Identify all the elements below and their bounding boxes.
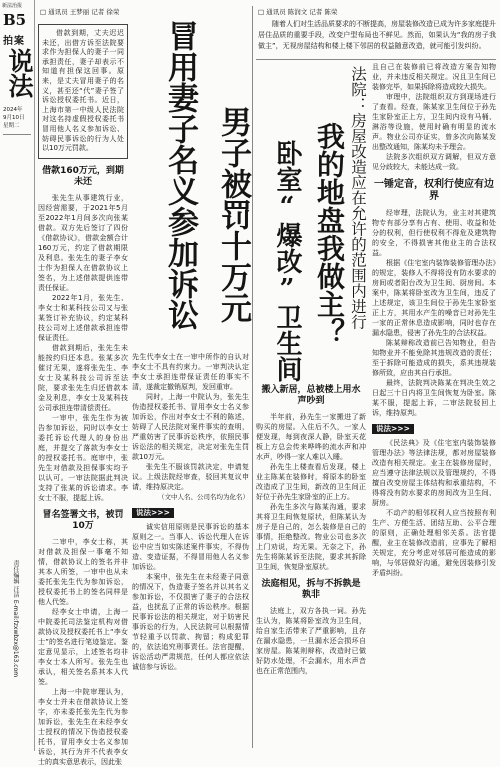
right-article-byline: □ 通讯员 陈润文 记者 陈荣 <box>258 8 338 16</box>
left-commentary-paragraph: 本案中，张先生在未经妻子同意的情况下，伪造妻子签名并以其名义参加诉讼，不仅损害了妻子的合法权益，也扰乱了正常的诉讼秩序。根据民事诉讼法的相关规定，对于妨害民事诉讼的行为，人民法院可以根据情节轻重予以罚款、拘留；构成犯罪的，依法追究刑事责任。法官提醒，诉讼活动严肃规范，任何人都应依法诚信参与诉讼。 <box>132 573 249 671</box>
right-paragraph: 法庭上，双方各执一词。孙先生认为，陈某将卧室改为卫生间，给自家生活带来了严重影响，且存在漏水隐患，一旦漏水还会损坏自家房屋。陈某则辩称，改造时已做好防水处理，不会漏水，用水声音也在正常范围内， <box>256 607 366 675</box>
right-commentary-label: 说法>>> <box>372 424 414 434</box>
right-section2-title: 法庭相见，拆与不拆孰是孰非 <box>261 579 361 600</box>
left-paragraph: 二审中，李女士称，其对借款及担保一事毫不知情，借款协议上的签名并非其本人所签，一审中也从未委托张先生代为参加诉讼，授权委托书上的签名同样是他人代签。 <box>38 537 128 606</box>
right-paragraph: 法院多次组织双方调解，但双方意见分歧较大，未能达成一致。 <box>372 153 496 171</box>
left-paragraph: 2022年1月，张先生、李女士和某科技公司又与张某签订补充协议，约定某科技公司对上述借款承担连带保证责任。 <box>38 293 128 342</box>
right-paragraph: 审理中，法院组织双方到现场进行了查看。经查，陈某家卫生间位于孙先生家卧室正上方，卫生间内设有马桶、淋浴等设施，使用时确有明显的流水声。物业公司亦证实，曾多次向陈某发出整改通知，陈某均未予理会。 <box>372 93 496 151</box>
left-paragraph: 同时，上海一中院认为，张先生伪造授权委托书、冒用李女士名义参加诉讼，作出对李女士不利的陈述，妨碍了人民法院对案件事实的查明，严重妨害了民事诉讼秩序，依照民事诉讼法的相关规定，决定对张先生罚款10万元。 <box>132 393 249 461</box>
right-paragraph: 最终，法院判决陈某在判决生效之日起三十日内将卫生间恢复为卧室。陈某不服，提起上诉，二审法院驳回上诉，维持原判。 <box>372 379 496 417</box>
right-article-column-1 <box>256 378 366 748</box>
left-headline-left-column: 冒用妻子名义参加诉讼 <box>162 20 198 330</box>
left-paragraph: 张先生不服该罚款决定，申请复议。上级法院经审查，驳回其复议申请，维持原决定。 <box>132 463 249 491</box>
right-paragraph: 半年前，孙先生一家搬进了新购买的房屋。入住后不久，一家人便发现，每到夜深人静，卧室天花板上方总会传来哗哗的流水声和冲水声，吵得一家人难以入睡。 <box>256 413 366 461</box>
left-section1-title: 借款160万元，到期未还 <box>42 165 124 187</box>
paper-name: 新法治报 <box>2 3 23 9</box>
left-section2-title: 冒名签署文书，被罚10万 <box>42 509 124 531</box>
section-prefix: 拍案 <box>3 36 25 47</box>
section-name: 说法 <box>5 48 34 98</box>
issue-date <box>3 106 25 130</box>
right-paragraph: 根据《住宅室内装饰装修管理办法》的规定，装修人不得将没有防水要求的房间或者阳台改为卫生间、厨房间。本案中，陈某将卧室改为卫生间，违反了上述规定，该卫生间位于孙先生家卧室正上方，其用水产生的噪音已对孙先生一家的正常休息造成影响，同时也存在漏水隐患，侵害了孙先生的合法权益。 <box>372 259 496 337</box>
left-paragraph: 一审中，张先生作为被告参加诉讼，同时以李女士委托诉讼代理人的身份出庭，并提交了落款为李女士的授权委托书。庭审中，张先生对借款及担保事实均予以认可。一审法院据此判决支持了张某的诉讼请求。李女士不服，提起上诉。 <box>38 413 128 502</box>
left-paragraph: 上海一中院审理认为，李女士并未在借款协议上签字，亦未委托张先生代为参加诉讼，张先生在未经李女士授权的情况下伪造授权委托书，冒用李女士名义参加诉讼，其行为并不代表李女士的真实意思表示，因此张 <box>38 687 128 766</box>
right-commentary-paragraph: 不动产的相邻权利人应当按照有利生产、方便生活、团结互助、公平合理的原则，正确处理相邻关系。法官提醒，业主在装修改造前，应事先了解相关规定，充分考虑对邻居可能造成的影响，与邻居做好沟通，避免因装修引发矛盾纠纷。 <box>372 509 496 577</box>
left-paragraph: 先生代李女士在一审中所作的自认对李女士不具有约束力。一审判决认定李女士承担连带保证责任的事实不清，遂裁定撤销原判，发回重审。 <box>132 353 249 391</box>
right-paragraph: 且自己在装修前已将改造方案告知物业，并未违反相关规定。况且卫生间已装修完毕，如果拆除将造成较大损失。 <box>372 63 496 91</box>
article-divider <box>252 6 253 748</box>
right-article-column-2 <box>372 62 496 748</box>
sidebar-divider <box>3 134 31 135</box>
right-headline-line1: 我的地盘我做主？ <box>313 122 346 346</box>
page-number: B5 <box>3 11 27 29</box>
left-name-note: （文中人名、公司名均为化名） <box>158 493 249 501</box>
left-headline-right-column: 男子被罚十万元 <box>215 106 251 323</box>
right-paragraph: 孙先生多次与陈某沟通，要求其将卫生间恢复原状，但陈某认为房子是自己的，怎么装修是自己的事情，拒绝整改。物业公司也多次上门劝说，均无果。无奈之下，孙先生将陈某诉至法院，要求其拆除卫生间，恢复卧室原状。 <box>256 503 366 571</box>
right-headline-line2: 卧室“爆改”卫生间 <box>272 140 302 382</box>
right-paragraph: 经审理，法院认为，业主对其建筑物专有部分享有占有、使用、收益和处分的权利，但行使权利不得危及建筑物的安全，不得损害其他业主的合法权益。 <box>372 209 496 257</box>
page-sidebar <box>0 0 35 751</box>
right-paragraph: 孙先生上楼查看后发现，楼上业主陈某在装修时，将原本的卧室改造成了卫生间，新改的卫生间正好位于孙先生家卧室的正上方。 <box>256 463 366 501</box>
left-paragraph: 经李女士申请，上海一中院委托司法鉴定机构对借款协议及授权委托书上“李女士”的签名进行笔迹鉴定。鉴定意见显示，上述签名均非李女士本人所写。张先生也承认，相关签名系其本人代签。 <box>38 607 128 686</box>
right-subtitle: 法院：房屋改造应在允许的范围内进行 <box>349 66 367 330</box>
editor-credit: 责任编辑 汪洁 E-mail:fzxwbzx@163.com <box>12 560 19 678</box>
left-article-byline: □ 通讯员 王梦丽 记者 徐荣 <box>40 8 120 16</box>
right-paragraph: 陈某辩称改造前已告知物业，但告知物业并不能免除其违规改造的责任；至于拆除可能造成的损失，系其违规装修所致，应由其自行承担。 <box>372 339 496 377</box>
left-paragraph: 借款到期后，张先生未能按约归还本息。张某多次催讨无果，遂将张先生、李女士及某科技公司诉至法院，要求张先生归还借款本金及利息，李女士及某科技公司承担连带清偿责任。 <box>38 343 128 412</box>
right-commentary-paragraph: 《民法典》及《住宅室内装饰装修管理办法》等法律法规，都对房屋装修改造有相关规定。业主在装修房屋时，应当遵守法律法规以及管理规约，不得擅自改变房屋主体结构和承重结构，不得将没有防水要求的房间改为卫生间、厨房。 <box>372 439 496 507</box>
left-commentary-paragraph: 诚实信用原则是民事诉讼的基本原则之一。当事人、诉讼代理人在诉讼中应当如实陈述案件事实，不得伪造、变造证据，不得冒用他人名义参加诉讼。 <box>132 523 249 571</box>
right-lead-divider <box>256 59 496 60</box>
left-commentary-label: 说法>>> <box>132 508 174 518</box>
left-article-column-1 <box>38 24 128 766</box>
left-article-lead: 借款到期，丈夫迟迟未还，出借方诉至法院要求作为担保人的妻子一同承担责任，妻子却表示不知道有担保这回事。原来，是丈夫冒用妻子的名义，甚至还“代”妻子签了诉讼授权委托书。近日，上海市第一中级人民法院对这名持虚假授权委托书冒用他人名义参加诉讼、妨碍民事诉讼的行为人处以10万元罚款。 <box>38 24 128 159</box>
date-day: 9月10日 <box>3 115 25 121</box>
date-year: 2024年 <box>3 107 23 113</box>
right-section1-title: 搬入新居，总被楼上用水声吵到 <box>261 385 361 406</box>
left-paragraph: 张先生从事建筑行业，因经营需要，于2021年5月至2022年1月间多次向张某借款。双方先后签订了四份《借款协议》，借款金额合计160万元，约定了借款期限及利息。张先生的妻子李女士作为担保人在借款协议上签名，为上述借款提供连带责任保证。 <box>38 193 128 292</box>
right-section3-title: 一锤定音，权利行使应有边界 <box>374 179 494 202</box>
right-article-lead: 随着人们对生活品质要求的不断提高，房屋装修改造已成为许多家庭提升居住品质的重要手段，改变户型布局也不鲜见。然而，如果认为“我的房子我做主”，无视房屋结构和楼上楼下邻居的权益随意改造，就可能引发纠纷。 <box>258 20 496 50</box>
left-article-column-2 <box>132 352 249 748</box>
date-weekday: 星期二 <box>3 123 20 129</box>
